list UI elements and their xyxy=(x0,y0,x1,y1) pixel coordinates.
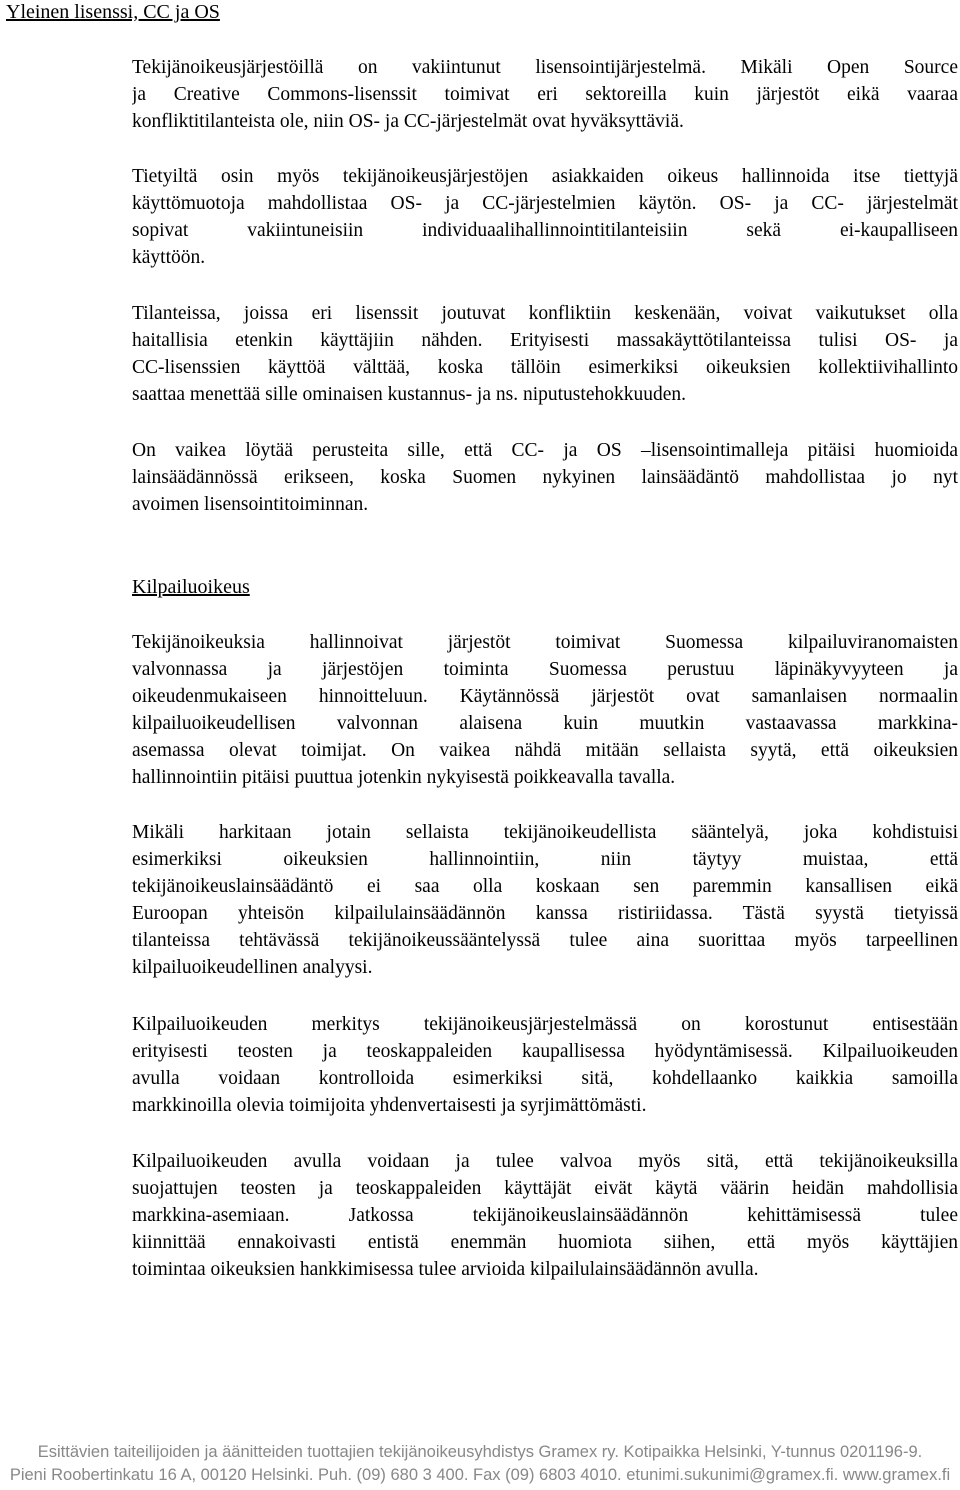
text-line: erityisesti teosten ja teoskappaleiden kaupallisessa hyödyntämisessä. Kilpailuoikeuden xyxy=(132,1041,958,1062)
text-line: Tietyiltä osin myös tekijänoikeusjärjestöjen asiakkaiden oikeus hallinnoida itse tiettyjä xyxy=(132,166,958,187)
text-line: Kilpailuoikeuden avulla voidaan ja tulee valvoa myös sitä, että tekijänoikeuksilla xyxy=(132,1151,958,1172)
text-line: saattaa menettää sille ominaisen kustannus- ja ns. niputustehokkuuden. xyxy=(132,384,686,405)
paragraph xyxy=(132,1011,958,1119)
text-line: käyttöön. xyxy=(132,247,206,268)
text-line: Kilpailuoikeuden merkitys tekijänoikeusjärjestelmässä on korostunut entisestään xyxy=(132,1014,958,1035)
text-line: Tilanteissa, joissa eri lisenssit joutuvat konfliktiin keskenään, voivat vaikutukset olla xyxy=(132,303,958,324)
text-line: ja Creative Commons-lisenssit toimivat eri sektoreilla kuin järjestöt eikä vaaraa xyxy=(132,84,958,105)
text-line: Tekijänoikeusjärjestöillä on vakiintunut lisensointijärjestelmä. Mikäli Open Source xyxy=(132,57,958,78)
text-line: Euroopan yhteisön kilpailulainsäädännön kanssa ristiriidassa. Tästä syystä tietyissä xyxy=(132,903,958,924)
text-line: kiinnittää ennakoivasti entistä enemmän huomiota siihen, että myös käyttäjien xyxy=(132,1232,958,1253)
text-line: tilanteissa tehtävässä tekijänoikeussääntelyssä tulee aina suorittaa myös tarpeellinen xyxy=(132,930,958,951)
paragraph xyxy=(132,819,958,981)
paragraph xyxy=(132,54,958,135)
text-line: sopivat vakiintuneisiin individuaalihallinnointitilanteisiin sekä ei-kaupalliseen xyxy=(132,220,958,241)
paragraph xyxy=(132,163,958,271)
text-line: avulla voidaan kontrolloida esimerkiksi sitä, kohdellaanko kaikkia samoilla xyxy=(132,1068,958,1089)
text-line: haitallisia etenkin käyttäjiin nähden. Erityisesti massakäyttötilanteissa tulisi OS- ja xyxy=(132,330,958,351)
text-line: valvonnassa ja järjestöjen toiminta Suomessa perustuu läpinäkyvyyteen ja xyxy=(132,659,958,680)
text-line: lainsäädännössä erikseen, koska Suomen nykyinen lainsäädäntö mahdollistaa jo nyt xyxy=(132,467,958,488)
text-line: hallinnointiin pitäisi puuttua jotenkin nykyisestä poikkeavalla tavalla. xyxy=(132,767,676,788)
text-line: oikeudenmukaiseen hinnoitteluun. Käytännössä järjestöt ovat samanlaisen normaalin xyxy=(132,686,958,707)
text-line: konfliktitilanteista ole, niin OS- ja CC-järjestelmät ovat hyväksyttäviä. xyxy=(132,111,684,132)
footer-line-contact: Pieni Roobertinkatu 16 A, 00120 Helsinki. Puh. (09) 680 3 400. Fax (09) 6803 4010. etunimi.sukunimi@gramex.fi. www.gramex.fi xyxy=(9,1466,951,1484)
page-title: Yleinen lisenssi, CC ja OS xyxy=(6,1,220,23)
text-line: toimintaa oikeuksien hankkimisessa tulee arvioida kilpailulainsäädännön avulla. xyxy=(132,1259,759,1280)
text-line: markkinoilla olevia toimijoita yhdenvertaisesti ja syrjimättömästi. xyxy=(132,1095,647,1116)
text-line: Tekijänoikeuksia hallinnoivat järjestöt toimivat Suomessa kilpailuviranomaisten xyxy=(132,632,958,653)
text-line: esimerkiksi oikeuksien hallinnointiin, niin täytyy muistaa, että xyxy=(132,849,958,870)
paragraph xyxy=(132,1148,958,1283)
paragraph xyxy=(132,437,958,518)
text-line: käyttömuotoja mahdollistaa OS- ja CC-järjestelmien käytön. OS- ja CC- järjestelmät xyxy=(132,193,958,214)
text-line: suojattujen teosten ja teoskappaleiden käyttäjät eivät käytä väärin heidän mahdollisia xyxy=(132,1178,958,1199)
section-heading: Kilpailuoikeus xyxy=(132,576,250,598)
text-line: kilpailuoikeudellinen analyysi. xyxy=(132,957,373,978)
text-line: On vaikea löytää perusteita sille, että CC- ja OS –lisensointimalleja pitäisi huomioida xyxy=(132,440,958,461)
paragraph xyxy=(132,300,958,408)
footer-line-organization: Esittävien taiteilijoiden ja äänitteiden tuottajien tekijänoikeusyhdistys Gramex ry. Kotipaikka Helsinki, Y-tunnus 0201196-9. xyxy=(37,1443,923,1461)
text-line: tekijänoikeuslainsäädäntö ei saa olla koskaan sen paremmin kansallisen eikä xyxy=(132,876,958,897)
text-line: avoimen lisensointitoiminnan. xyxy=(132,494,369,515)
text-line: markkina-asemiaan. Jatkossa tekijänoikeuslainsäädännön kehittämisessä tulee xyxy=(132,1205,958,1226)
text-line: asemassa olevat toimijat. On vaikea nähdä mitään sellaista syytä, että oikeuksien xyxy=(132,740,958,761)
text-line: CC-lisenssien käyttöä välttää, koska tällöin esimerkiksi oikeuksien kollektiivihallinto xyxy=(132,357,958,378)
text-line: kilpailuoikeudellisen valvonnan alaisena kuin muutkin vastaavassa markkina- xyxy=(132,713,958,734)
paragraph xyxy=(132,629,958,791)
text-line: Mikäli harkitaan jotain sellaista tekijänoikeudellista sääntelyä, joka kohdistuisi xyxy=(132,822,958,843)
